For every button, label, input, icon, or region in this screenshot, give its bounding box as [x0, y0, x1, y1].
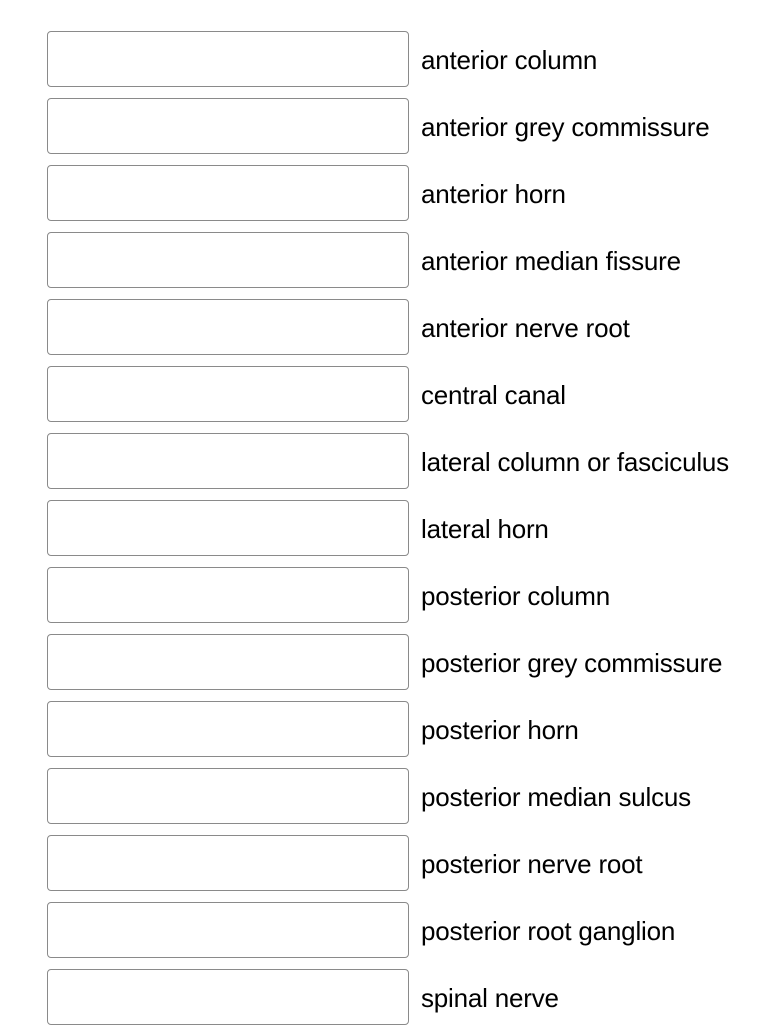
answer-drop-box[interactable]	[47, 500, 409, 556]
term-label: anterior grey commissure	[421, 112, 710, 142]
matching-row	[0, 500, 778, 567]
answer-drop-box[interactable]	[47, 299, 409, 355]
term-label: posterior root ganglion	[421, 916, 676, 946]
term-label: lateral column or fasciculus	[421, 447, 729, 477]
matching-row	[0, 902, 778, 969]
answer-drop-box[interactable]	[47, 902, 409, 958]
matching-row	[0, 366, 778, 433]
matching-row	[0, 701, 778, 768]
answer-drop-box[interactable]	[47, 165, 409, 221]
matching-row	[0, 433, 778, 500]
matching-row	[0, 165, 778, 232]
term-label: anterior column	[421, 45, 598, 75]
matching-row	[0, 969, 778, 1036]
matching-row	[0, 835, 778, 902]
matching-row	[0, 299, 778, 366]
answer-drop-box[interactable]	[47, 634, 409, 690]
term-label: posterior nerve root	[421, 849, 643, 879]
answer-drop-box[interactable]	[47, 232, 409, 288]
answer-drop-box[interactable]	[47, 768, 409, 824]
term-label: anterior horn	[421, 179, 566, 209]
term-label: posterior median sulcus	[421, 782, 691, 812]
term-label: spinal nerve	[421, 983, 559, 1013]
term-label: lateral horn	[421, 514, 549, 544]
matching-list	[0, 31, 778, 1036]
answer-drop-box[interactable]	[47, 98, 409, 154]
answer-drop-box[interactable]	[47, 31, 409, 87]
matching-row	[0, 232, 778, 299]
term-label: anterior median fissure	[421, 246, 681, 276]
matching-row	[0, 98, 778, 165]
answer-drop-box[interactable]	[47, 835, 409, 891]
answer-drop-box[interactable]	[47, 433, 409, 489]
answer-drop-box[interactable]	[47, 567, 409, 623]
matching-row	[0, 634, 778, 701]
term-label: posterior grey commissure	[421, 648, 723, 678]
term-label: anterior nerve root	[421, 313, 630, 343]
matching-row	[0, 31, 778, 98]
term-label: central canal	[421, 380, 566, 410]
answer-drop-box[interactable]	[47, 701, 409, 757]
answer-drop-box[interactable]	[47, 366, 409, 422]
term-label: posterior column	[421, 581, 610, 611]
term-label: posterior horn	[421, 715, 579, 745]
matching-row	[0, 567, 778, 634]
matching-row	[0, 768, 778, 835]
answer-drop-box[interactable]	[47, 969, 409, 1025]
